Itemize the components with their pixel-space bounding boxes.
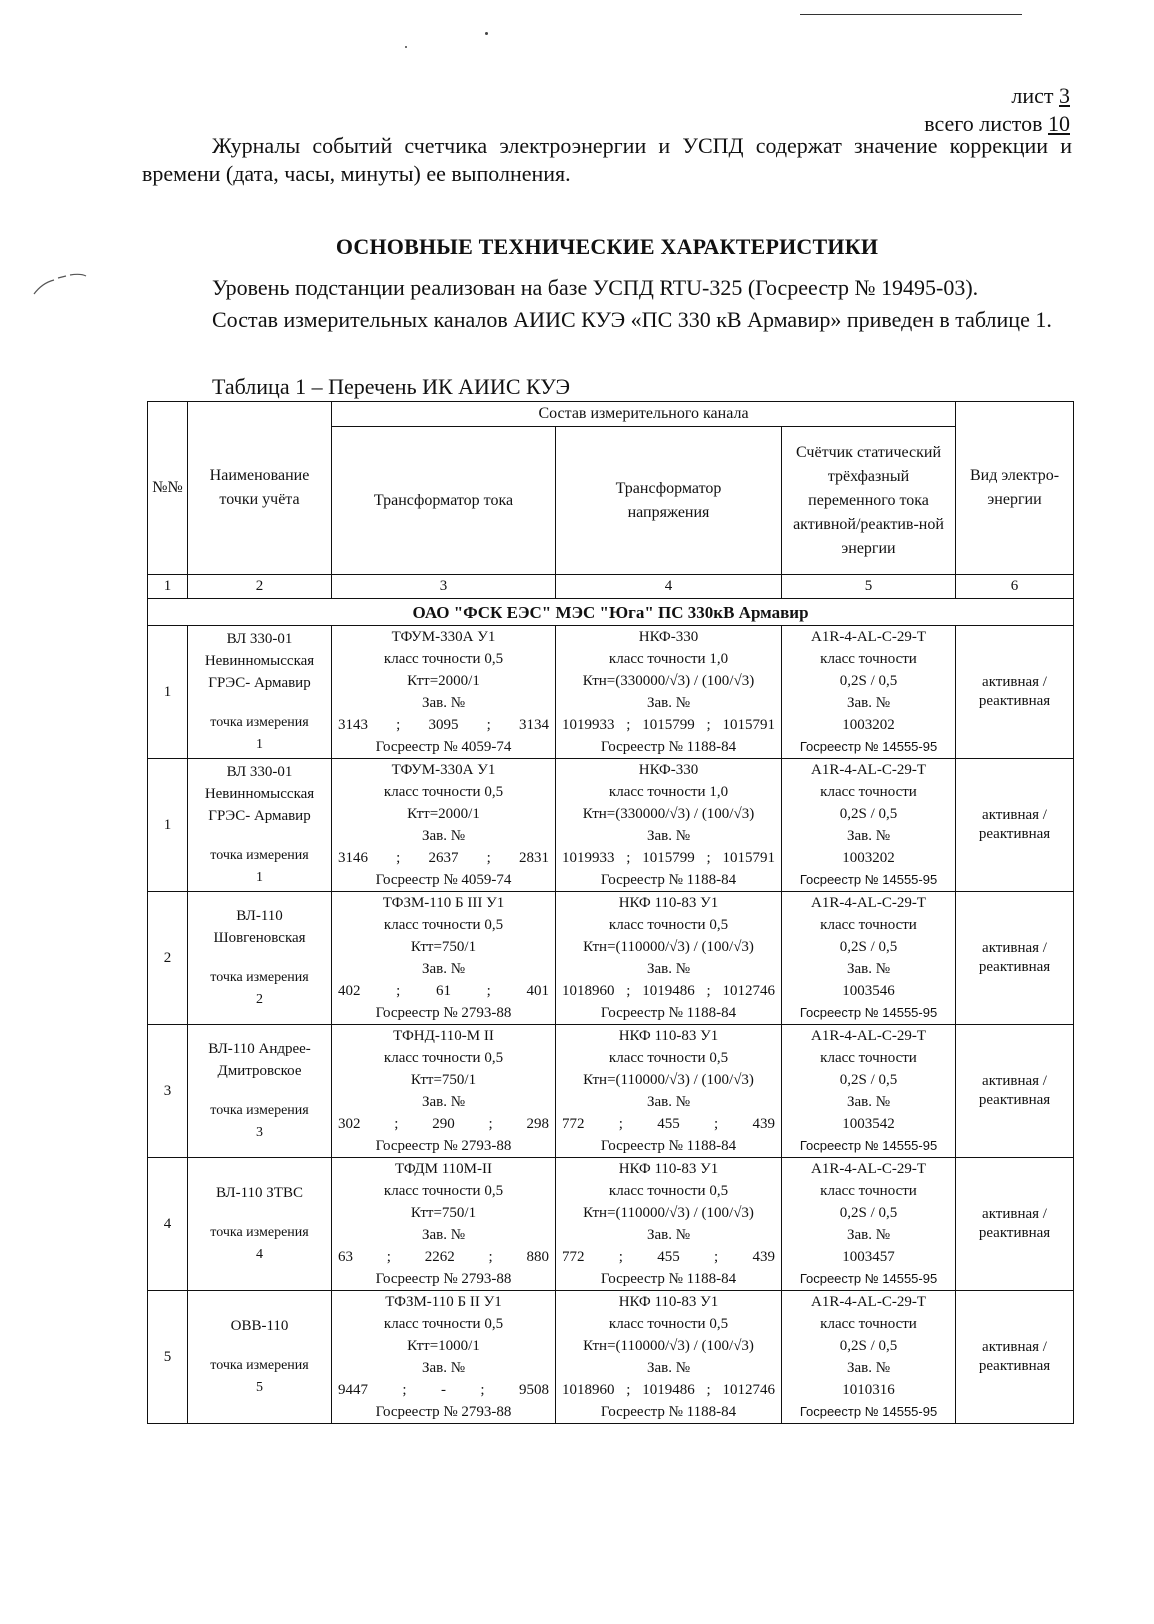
vt-serial: ;	[626, 850, 631, 866]
ct-serial: ;	[396, 850, 401, 866]
meter-cell	[782, 759, 956, 892]
point-number: 1	[256, 737, 263, 752]
vt-serial: 1019933	[562, 850, 615, 866]
column-number: 1	[148, 575, 188, 599]
ct-cell	[332, 626, 556, 759]
vt-serial: 1019486	[642, 983, 695, 999]
vt-serial: ;	[706, 717, 711, 733]
vt-ratio: Ктн=(330000/√3) / (100/√3)	[582, 673, 755, 689]
vt-registry: Госреестр № 1188-84	[600, 1138, 737, 1154]
ct-model: ТФУМ-330А У1	[391, 762, 496, 778]
ct-serial: 2262	[424, 1249, 455, 1265]
ct-registry: Госреестр № 4059-74	[375, 872, 512, 888]
meter-serial-label: Зав. №	[846, 1227, 891, 1243]
ct-ratio: Ктт=750/1	[410, 939, 477, 955]
margin-mark-icon	[32, 268, 88, 298]
composition-paragraph: Состав измерительных каналов АИИС КУЭ «ПС 330 кВ Армавир» приведен в таблице 1.	[212, 307, 1052, 332]
point-label: точка измерения	[210, 1225, 309, 1240]
row-number: 4	[148, 1158, 188, 1291]
ct-cell	[332, 892, 556, 1025]
vt-accuracy: класс точности 1,0	[608, 784, 729, 800]
point-name: ВЛ-110 Андрее-Дмитровское	[208, 1041, 311, 1079]
energy-kind: активная / реактивная	[956, 1291, 1074, 1424]
ct-serial: 3146	[338, 850, 368, 866]
ct-model: ТФНД-110-М II	[393, 1028, 494, 1044]
vt-serial: ;	[714, 1249, 719, 1265]
vt-ratio: Ктн=(110000/√3) / (100/√3)	[583, 1205, 754, 1221]
meter-serial-label: Зав. №	[846, 1360, 891, 1376]
ct-ratio: Ктт=2000/1	[407, 673, 480, 689]
point-name: ВЛ-110 ЗТВС	[216, 1185, 303, 1201]
vt-ratio: Ктн=(330000/√3) / (100/√3)	[582, 806, 755, 822]
vt-serial: 1012746	[722, 983, 775, 999]
row-number: 2	[148, 892, 188, 1025]
point-name: ВЛ 330-01 Невинномысская ГРЭС- Армавир	[204, 764, 315, 824]
ct-serial-label: Зав. №	[421, 828, 466, 844]
header-vt: Трансформатор напряжения	[556, 427, 782, 575]
ct-registry: Госреестр № 2793-88	[375, 1404, 512, 1420]
table-row	[148, 1158, 1074, 1291]
meter-accuracy-label: класс точности	[820, 784, 917, 800]
meter-model: A1R-4-AL-C-29-T	[811, 1294, 926, 1310]
ct-serial-label: Зав. №	[421, 1360, 466, 1376]
point-label: точка измерения	[210, 848, 309, 863]
vt-serial: 772	[562, 1116, 585, 1132]
vt-registry: Госреестр № 1188-84	[600, 1005, 737, 1021]
ct-serial: ;	[396, 717, 401, 733]
ct-serial: -	[440, 1382, 446, 1398]
uspd-paragraph: Уровень подстанции реализован на базе УСПД RTU-325 (Госреестр № 19495-03).	[212, 275, 979, 300]
point-cell	[188, 1025, 332, 1158]
vt-model: НКФ 110-83 У1	[618, 1028, 719, 1044]
vt-model: НКФ 110-83 У1	[618, 1161, 719, 1177]
ct-accuracy: класс точности 0,5	[383, 784, 504, 800]
vt-serial: ;	[626, 983, 631, 999]
point-name: ОВВ-110	[230, 1318, 289, 1334]
meter-accuracy: 0,2S / 0,5	[839, 806, 898, 822]
header-composition: Состав измерительного канала	[332, 402, 956, 427]
ct-serial-label: Зав. №	[421, 961, 466, 977]
vt-serial: ;	[626, 1382, 631, 1398]
point-number: 5	[256, 1380, 263, 1395]
vt-serials	[556, 980, 781, 1002]
column-numbers-row	[148, 575, 1074, 599]
vt-serial: ;	[706, 850, 711, 866]
point-cell	[188, 1291, 332, 1424]
ct-registry: Госреестр № 2793-88	[375, 1005, 512, 1021]
vt-model: НКФ 110-83 У1	[618, 1294, 719, 1310]
ct-serial: 3143	[338, 717, 368, 733]
ct-serial: 2637	[428, 850, 459, 866]
vt-serials	[556, 1379, 781, 1401]
vt-accuracy: класс точности 0,5	[608, 917, 729, 933]
ct-serial: 61	[435, 983, 451, 999]
ct-serial: 302	[338, 1116, 361, 1132]
meter-accuracy-label: класс точности	[820, 1183, 917, 1199]
vt-ratio: Ктн=(110000/√3) / (100/√3)	[583, 1338, 754, 1354]
point-cell	[188, 1158, 332, 1291]
ct-serial-label: Зав. №	[421, 695, 466, 711]
meter-registry: Госреестр № 14555-95	[799, 1005, 938, 1020]
meter-model: A1R-4-AL-C-29-T	[811, 895, 926, 911]
ct-serial: 401	[526, 983, 549, 999]
meter-cell	[782, 1158, 956, 1291]
ct-serial: ;	[394, 1116, 399, 1132]
ct-registry: Госреестр № 4059-74	[375, 739, 512, 755]
header-num: №№	[148, 402, 188, 575]
point-number: 3	[256, 1125, 263, 1140]
vt-model: НКФ-330	[638, 629, 699, 645]
sheet-info	[924, 82, 1070, 138]
meter-registry: Госреестр № 14555-95	[799, 739, 938, 754]
ct-serial: ;	[486, 850, 491, 866]
column-number: 4	[556, 575, 782, 599]
meter-serial-label: Зав. №	[846, 961, 891, 977]
energy-kind: активная / реактивная	[956, 1158, 1074, 1291]
meter-cell	[782, 892, 956, 1025]
point-label: точка измерения	[210, 970, 309, 985]
energy-kind: активная / реактивная	[956, 1025, 1074, 1158]
ct-serial: ;	[488, 1249, 493, 1265]
sheet-total-line: всего листов 10	[924, 111, 1070, 136]
vt-serials	[556, 1113, 781, 1135]
meter-model: A1R-4-AL-C-29-T	[811, 1028, 926, 1044]
ct-serial: 2831	[518, 850, 549, 866]
ct-accuracy: класс точности 0,5	[383, 1183, 504, 1199]
sheet-number-line: лист 3	[1011, 83, 1070, 108]
meter-accuracy-label: класс точности	[820, 917, 917, 933]
ct-serial: 63	[338, 1249, 353, 1265]
vt-serial-label: Зав. №	[646, 1227, 691, 1243]
vt-serial: 1018960	[562, 1382, 615, 1398]
vt-serial: 1012746	[722, 1382, 775, 1398]
meter-accuracy: 0,2S / 0,5	[839, 1072, 898, 1088]
ct-model: ТФЗМ-110 Б II У1	[385, 1294, 502, 1310]
vt-serial: 1018960	[562, 983, 615, 999]
meter-serial: 1003202	[842, 717, 895, 733]
vt-accuracy: класс точности 0,5	[608, 1050, 729, 1066]
meter-cell	[782, 1025, 956, 1158]
ct-model: ТФУМ-330А У1	[391, 629, 496, 645]
vt-serial-label: Зав. №	[646, 695, 691, 711]
meter-cell	[782, 626, 956, 759]
meter-model: A1R-4-AL-C-29-T	[811, 1161, 926, 1177]
channels-table	[147, 401, 1074, 1424]
ct-serial-label: Зав. №	[421, 1227, 466, 1243]
vt-serial: 1015791	[722, 717, 775, 733]
ct-serial: 402	[338, 983, 361, 999]
ct-cell	[332, 1158, 556, 1291]
point-label: точка измерения	[210, 1103, 309, 1118]
ct-model: ТФДМ 110М-II	[395, 1161, 492, 1177]
ct-serial: 9508	[518, 1382, 549, 1398]
ct-serial: 3134	[518, 717, 549, 733]
ct-serials	[332, 980, 555, 1002]
meter-accuracy-label: класс точности	[820, 1050, 917, 1066]
ct-serial: 298	[526, 1116, 549, 1132]
ct-serial: ;	[480, 1382, 485, 1398]
ct-ratio: Ктт=1000/1	[407, 1338, 480, 1354]
vt-registry: Госреестр № 1188-84	[600, 872, 737, 888]
table-row	[148, 892, 1074, 1025]
meter-model: A1R-4-AL-C-29-T	[811, 762, 926, 778]
point-name: ВЛ-110 Шовгеновская	[213, 908, 306, 946]
meter-registry: Госреестр № 14555-95	[799, 1271, 938, 1286]
vt-cell	[556, 892, 782, 1025]
meter-accuracy: 0,2S / 0,5	[839, 673, 898, 689]
ct-serial: ;	[488, 1116, 493, 1132]
meter-serial: 1003546	[842, 983, 895, 999]
ct-serials	[332, 714, 555, 736]
meter-serial-label: Зав. №	[846, 695, 891, 711]
intro-paragraph: Журналы событий счетчика электроэнергии и УСПД содержат значение коррекции и времени (дата, часы, минуты) ее выполнения.	[142, 133, 1072, 186]
column-number: 2	[188, 575, 332, 599]
ct-serial-label: Зав. №	[421, 1094, 466, 1110]
ct-serials	[332, 1113, 555, 1135]
ct-serials	[332, 1246, 555, 1268]
column-number: 6	[956, 575, 1074, 599]
vt-serial: ;	[618, 1249, 623, 1265]
meter-serial: 1003457	[842, 1249, 895, 1265]
point-number: 2	[256, 992, 263, 1007]
vt-serial: 1015799	[642, 850, 695, 866]
ct-serial: 880	[526, 1249, 549, 1265]
ct-accuracy: класс точности 0,5	[383, 651, 504, 667]
table-row	[148, 1025, 1074, 1158]
meter-accuracy: 0,2S / 0,5	[839, 1205, 898, 1221]
ct-cell	[332, 759, 556, 892]
column-number: 3	[332, 575, 556, 599]
row-number: 1	[148, 626, 188, 759]
table-row	[148, 759, 1074, 892]
meter-serial-label: Зав. №	[846, 1094, 891, 1110]
ct-serial: ;	[396, 983, 401, 999]
row-number: 1	[148, 759, 188, 892]
ct-serial: ;	[486, 717, 491, 733]
vt-serial: ;	[626, 717, 631, 733]
header-ct: Трансформатор тока	[332, 427, 556, 575]
point-number: 4	[256, 1247, 263, 1262]
vt-registry: Госреестр № 1188-84	[600, 739, 737, 755]
vt-cell	[556, 1158, 782, 1291]
vt-serial-label: Зав. №	[646, 961, 691, 977]
column-number: 5	[782, 575, 956, 599]
ct-serial: ;	[402, 1382, 407, 1398]
vt-ratio: Ктн=(110000/√3) / (100/√3)	[583, 1072, 754, 1088]
vt-accuracy: класс точности 0,5	[608, 1316, 729, 1332]
ct-cell	[332, 1291, 556, 1424]
vt-serial: 772	[562, 1249, 585, 1265]
ct-registry: Госреестр № 2793-88	[375, 1138, 512, 1154]
ct-ratio: Ктт=750/1	[410, 1205, 477, 1221]
point-cell	[188, 759, 332, 892]
meter-registry: Госреестр № 14555-95	[799, 1404, 938, 1419]
vt-serial: 455	[657, 1116, 680, 1132]
ct-accuracy: класс точности 0,5	[383, 1316, 504, 1332]
ct-accuracy: класс точности 0,5	[383, 917, 504, 933]
vt-serial-label: Зав. №	[646, 1360, 691, 1376]
vt-cell	[556, 759, 782, 892]
vt-serial: ;	[618, 1116, 623, 1132]
table-row	[148, 626, 1074, 759]
scan-speck	[405, 46, 407, 48]
ct-model: ТФЗМ-110 Б III У1	[382, 895, 505, 911]
meter-serial: 1010316	[842, 1382, 895, 1398]
meter-serial-label: Зав. №	[846, 828, 891, 844]
organization-row	[148, 599, 1074, 626]
header-meter: Счётчик статический трёхфазный переменного тока активной/реактив-ной энергии	[782, 427, 956, 575]
point-number: 1	[256, 870, 263, 885]
point-cell	[188, 626, 332, 759]
ct-serials	[332, 847, 555, 869]
meter-registry: Госреестр № 14555-95	[799, 872, 938, 887]
vt-registry: Госреестр № 1188-84	[600, 1271, 737, 1287]
vt-cell	[556, 626, 782, 759]
energy-kind: активная / реактивная	[956, 759, 1074, 892]
meter-cell	[782, 1291, 956, 1424]
vt-cell	[556, 1025, 782, 1158]
vt-model: НКФ-330	[638, 762, 699, 778]
section-heading: ОСНОВНЫЕ ТЕХНИЧЕСКИЕ ХАРАКТЕРИСТИКИ	[335, 234, 879, 259]
vt-registry: Госреестр № 1188-84	[600, 1404, 737, 1420]
header-kind: Вид электро-энергии	[956, 402, 1074, 575]
vt-accuracy: класс точности 0,5	[608, 1183, 729, 1199]
ct-serial: ;	[486, 983, 491, 999]
row-number: 5	[148, 1291, 188, 1424]
ct-registry: Госреестр № 2793-88	[375, 1271, 512, 1287]
vt-serials	[556, 1246, 781, 1268]
table-row	[148, 1291, 1074, 1424]
ct-serial: 9447	[338, 1382, 368, 1398]
vt-serial: ;	[706, 1382, 711, 1398]
row-number: 3	[148, 1025, 188, 1158]
vt-serials	[556, 714, 781, 736]
energy-kind: активная / реактивная	[956, 892, 1074, 1025]
ct-cell	[332, 1025, 556, 1158]
vt-serial-label: Зав. №	[646, 1094, 691, 1110]
vt-serial: 1019486	[642, 1382, 695, 1398]
table-caption: Таблица 1 – Перечень ИК АИИС КУЭ	[212, 374, 571, 399]
vt-serials	[556, 847, 781, 869]
point-cell	[188, 892, 332, 1025]
ct-serial: ;	[386, 1249, 391, 1265]
meter-serial: 1003542	[842, 1116, 895, 1132]
vt-serial: 1015799	[642, 717, 695, 733]
organization-title: ОАО "ФСК ЕЭС" МЭС "Юга" ПС 330кВ Армавир	[148, 599, 1074, 626]
meter-model: A1R-4-AL-C-29-T	[811, 629, 926, 645]
vt-serial-label: Зав. №	[646, 828, 691, 844]
point-label: точка измерения	[210, 715, 309, 730]
meter-accuracy: 0,2S / 0,5	[839, 1338, 898, 1354]
vt-ratio: Ктн=(110000/√3) / (100/√3)	[583, 939, 754, 955]
vt-serial: ;	[706, 983, 711, 999]
ct-accuracy: класс точности 0,5	[383, 1050, 504, 1066]
point-label: точка измерения	[210, 1358, 309, 1373]
ct-ratio: Ктт=2000/1	[407, 806, 480, 822]
ct-ratio: Ктт=750/1	[410, 1072, 477, 1088]
meter-accuracy: 0,2S / 0,5	[839, 939, 898, 955]
meter-accuracy-label: класс точности	[820, 651, 917, 667]
vt-serial: ;	[714, 1116, 719, 1132]
vt-serial: 455	[657, 1249, 680, 1265]
top-rule	[800, 14, 1022, 15]
vt-cell	[556, 1291, 782, 1424]
vt-serial: 439	[752, 1116, 775, 1132]
vt-serial: 439	[752, 1249, 775, 1265]
vt-accuracy: класс точности 1,0	[608, 651, 729, 667]
ct-serials	[332, 1379, 555, 1401]
vt-serial: 1019933	[562, 717, 615, 733]
scan-speck	[485, 32, 488, 35]
meter-accuracy-label: класс точности	[820, 1316, 917, 1332]
energy-kind: активная / реактивная	[956, 626, 1074, 759]
ct-serial: 290	[432, 1116, 455, 1132]
header-point: Наименование точки учёта	[188, 402, 332, 575]
vt-model: НКФ 110-83 У1	[618, 895, 719, 911]
meter-registry: Госреестр № 14555-95	[799, 1138, 938, 1153]
ct-serial: 3095	[428, 717, 459, 733]
vt-serial: 1015791	[722, 850, 775, 866]
table-body	[148, 402, 1074, 1424]
point-name: ВЛ 330-01 Невинномысская ГРЭС- Армавир	[204, 631, 315, 691]
meter-serial: 1003202	[842, 850, 895, 866]
